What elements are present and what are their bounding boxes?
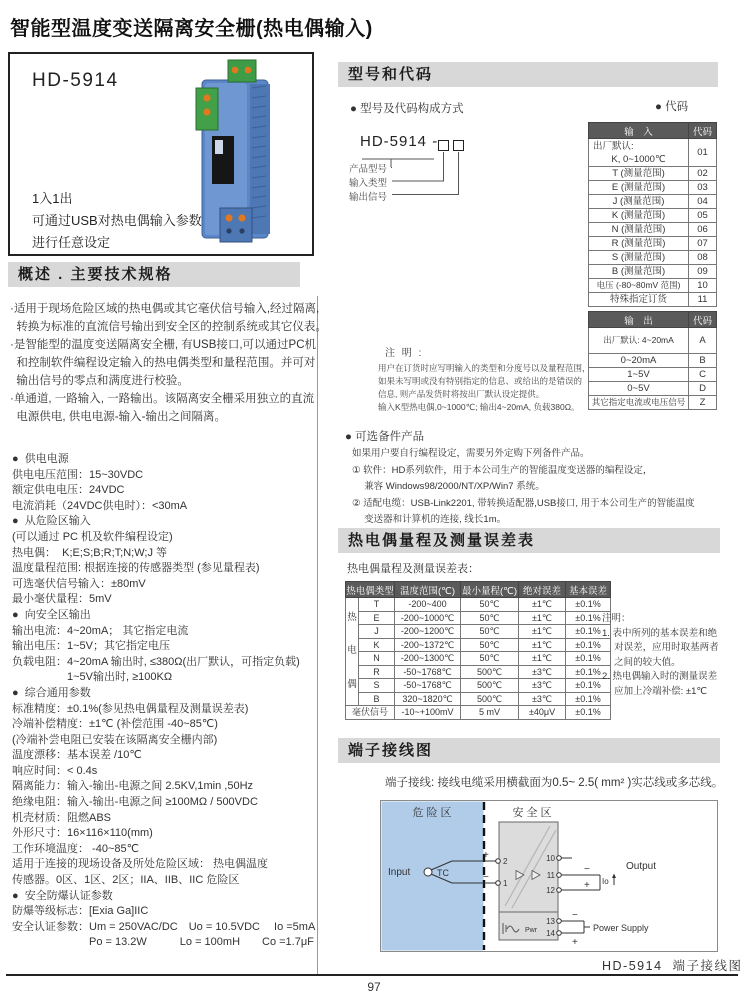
input-code-row [589, 181, 717, 195]
product-model: HD-5914 [32, 70, 119, 91]
spec-line: 供电电压范围：15~30VDC [12, 468, 144, 481]
accessory-line: 变送器和计算机的连接, 线长1m。 [352, 514, 507, 525]
product-box [8, 52, 314, 256]
error-table-row [346, 665, 611, 679]
error-table-cell: ±0.1% [566, 706, 611, 720]
error-table-cell: 500℃ [461, 679, 519, 693]
terminal-11: 11 [546, 871, 555, 880]
error-table-cell: ±3℃ [519, 679, 566, 693]
output-code-row [589, 382, 717, 396]
error-note-line: 1. 表中所列的基本误差和绝 [602, 627, 718, 639]
accessory-line: 如果用户要自行编程设定，需要另外定购下列备件产品。 [352, 448, 590, 459]
error-table-cell: 320~1820℃ [395, 692, 461, 706]
error-note-line: 之间的较大值。 [602, 656, 681, 668]
spec-line: 1~5V输出时, ≥100KΩ [12, 671, 173, 684]
terminal-2: 2 [503, 857, 508, 866]
output-code-code: Z [689, 396, 717, 410]
error-table-cell: 50℃ [461, 638, 519, 652]
input-code-code: 11 [689, 293, 717, 307]
spec-line: 工作环境温度： -40~85℃ [12, 842, 139, 855]
code-label: ● 代码 [655, 101, 689, 113]
error-table-cell: J [359, 625, 395, 639]
input-code-header: 输 入 [589, 123, 689, 139]
power-minus-sign: − [572, 910, 578, 921]
wiring-caption: HD-5914 端子接线图 [602, 959, 743, 973]
output-minus-sign: − [584, 864, 590, 875]
terminal-1: 1 [503, 879, 508, 888]
section-model-code-header: 型号和代码 [338, 62, 718, 87]
error-table-cell: ±0.1% [566, 665, 611, 679]
error-table-cell: 50℃ [461, 598, 519, 612]
error-table-cell: E [359, 611, 395, 625]
input-code-code: 06 [689, 223, 717, 237]
spec-line: 最小毫伏量程：5mV [12, 593, 112, 606]
error-table-cell: ±3℃ [519, 692, 566, 706]
product-photo [172, 58, 304, 250]
output-label: Output [626, 861, 657, 872]
output-code-header: 输 出 [589, 312, 689, 328]
error-table-cell: ±0.1% [566, 638, 611, 652]
input-code-label: B (测量范围) [589, 265, 689, 279]
error-table-row [346, 598, 611, 612]
page-number: 97 [367, 980, 381, 994]
spec-line: 机壳材质：阻燃ABS [12, 811, 112, 824]
input-code-label: N (测量范围) [589, 223, 689, 237]
section-overview-header: 概述 . 主要技术规格 [8, 262, 300, 287]
error-table-cell: ±0.1% [566, 679, 611, 693]
output-code-row [589, 354, 717, 368]
terminal-10: 10 [546, 854, 555, 863]
page-title: 智能型温度变送隔离安全栅(热电偶输入) [10, 18, 373, 40]
output-code-label: 1~5V [589, 368, 689, 382]
overview-line: ·单通道, 一路输入, 一路输出。该隔离安全栅采用独立的直流 [10, 393, 315, 405]
error-table-cell: K [359, 638, 395, 652]
model-diagram-label-input: 输入类型 [349, 178, 388, 189]
order-note-title: 注 明 : [385, 348, 424, 359]
spec-line: 负载电阻：4~20mA 输出时, ≤380Ω(出厂默认，可指定负载) [12, 655, 300, 668]
error-table-cell: T [359, 598, 395, 612]
input-code-row [589, 195, 717, 209]
error-table-cell: ±1℃ [519, 598, 566, 612]
section-error-table-header: 热电偶量程及测量误差表 [338, 528, 720, 553]
error-table-cell: ±0.1% [566, 625, 611, 639]
product-feature: 1入1出 [32, 191, 73, 206]
error-table-cell: ±0.1% [566, 652, 611, 666]
error-table-cell: 5 mV [461, 706, 519, 720]
error-table-header: 温度范围(℃) [395, 582, 461, 598]
spec-line: 可选毫伏信号输入：±80mV [12, 577, 146, 590]
terminal-12: 12 [546, 886, 555, 895]
spec-line: 响应时间：< 0.4s [12, 764, 98, 777]
spec-line: 输出电流：4~20mA； 其它指定电流 [12, 624, 189, 637]
input-code-code: 08 [689, 251, 717, 265]
error-note-line: 2. 热电偶输入时的测量误差 [602, 671, 718, 682]
thermocouple-error-table [345, 581, 611, 720]
thermocouple-group-label: 热 电 偶 [346, 598, 359, 706]
product-feature: 可通过USB对热电偶输入参数 [32, 213, 202, 228]
accessory-line: ① 软件：HD系列软件，用于本公司生产的智能温度变送器的编程设定， [352, 464, 653, 476]
error-table-header: 绝对误差 [519, 582, 566, 598]
input-code-code: 01 [689, 139, 717, 167]
safe-zone-label: 安 全 区 [512, 807, 552, 819]
input-code-header: 代码 [689, 123, 717, 139]
overview-line: 输出信号的零点和满度进行校验。 [10, 375, 189, 387]
output-plus-sign: + [584, 880, 590, 891]
io-label: Io [602, 877, 609, 886]
error-table-cell: -50~1768℃ [395, 679, 461, 693]
spec-line: (冷端补尝电阻已安装在该隔离安全栅内部) [12, 733, 218, 746]
spec-line: 传感器。0区、1区、2区；IIA、IIB、IIC 危险区 [12, 874, 240, 887]
spec-line: 防爆等级标志：[Exia Ga]IIC [12, 905, 149, 918]
error-table-cell: ±0.1% [566, 598, 611, 612]
overview-line: ·是智能型的温度变送隔离安全栅, 有USB接口,可以通过PC机 [10, 339, 317, 351]
output-code-label: 0~20mA [589, 354, 689, 368]
input-code-code: 07 [689, 237, 717, 251]
output-code-label: 出厂默认: 4~20mA [589, 328, 689, 354]
error-table-cell: ±1℃ [519, 611, 566, 625]
overview-line: 转换为标准的直流信号输出到安全区的控制系统或其它仪表。 [10, 321, 327, 333]
spec-line: 输出电压：1~5V；其它指定电压 [12, 640, 170, 653]
error-table-cell: 50℃ [461, 652, 519, 666]
wiring-description: 端子接线: 接线电缆采用横截面为0.5~ 2.5( mm² )实芯线或多芯线。 [385, 777, 724, 789]
order-note-line: 如果未写明或没有特别指定的信息、或给出的是错误的 [378, 376, 583, 386]
error-table-cell: ±1℃ [519, 638, 566, 652]
error-table-cell: N [359, 652, 395, 666]
output-code-code: A [689, 328, 717, 354]
error-table-cell: 50℃ [461, 625, 519, 639]
error-table-header: 基本误差 [566, 582, 611, 598]
input-code-label: E (测量范围) [589, 181, 689, 195]
input-code-code: 04 [689, 195, 717, 209]
input-code-label: K (测量范围) [589, 209, 689, 223]
power-plus-sign: + [572, 937, 578, 948]
input-code-row [589, 167, 717, 181]
error-table-cell: -200~1372℃ [395, 638, 461, 652]
product-feature: 进行任意设定 [32, 235, 111, 250]
order-note-line: 输入K型热电偶,0~1000℃; 输出4~20mA, 负载380Ω。 [378, 402, 580, 412]
wiring-diagram [380, 800, 718, 952]
input-plus-sign: + [483, 850, 489, 861]
error-table-cell: 500℃ [461, 692, 519, 706]
error-table-cell: ±0.1% [566, 611, 611, 625]
spec-line: 温度漂移：基本误差 /10℃ [12, 749, 142, 762]
error-table-cell: -10~+100mV [395, 706, 461, 720]
spec-line: ● 安全防爆认证参数 [12, 889, 113, 902]
error-table-cell: -200~400 [395, 598, 461, 612]
spec-line: ● 向安全区输出 [12, 608, 91, 621]
output-code-code: C [689, 368, 717, 382]
error-note-line: 注明： [602, 613, 631, 624]
output-code-table [588, 311, 717, 410]
input-code-label: 出厂默认: K, 0~1000℃ [589, 139, 689, 167]
accessories-list [352, 446, 695, 529]
model-diagram-label-output: 输出信号 [349, 192, 388, 203]
input-code-label: T (测量范围) [589, 167, 689, 181]
tc-label: TC [437, 868, 449, 878]
spec-line: ● 从危险区输入 [12, 515, 91, 528]
order-note-line: 用户在订货时应写明输入的类型和分度号以及量程范围， [378, 363, 591, 373]
din-module [196, 60, 270, 242]
input-code-code: 03 [689, 181, 717, 195]
input-label: Input [388, 867, 411, 878]
error-table-row [346, 611, 611, 625]
spec-line: 隔离能力：输入-输出-电源之间 2.5KV,1min ,50Hz [12, 780, 254, 793]
input-code-code: 05 [689, 209, 717, 223]
terminal-13: 13 [546, 917, 555, 926]
output-code-row [589, 368, 717, 382]
spec-line: ● 供电电源 [12, 453, 69, 465]
input-code-row [589, 265, 717, 279]
order-note-line: 信息, 则产品发货时将按出厂默认设定提供。 [378, 389, 545, 399]
spec-line: 额定供电电压：24VDC [12, 484, 125, 497]
input-code-label: 特殊指定订货 [589, 293, 689, 307]
overview-intro [10, 300, 327, 426]
bottom-rule [6, 974, 738, 976]
error-table-row [346, 638, 611, 652]
input-code-table [588, 122, 717, 307]
input-minus-sign: − [483, 872, 489, 883]
input-code-row [589, 293, 717, 307]
spec-line: 标准精度：±0.1%(参见热电偶量程及测量误差表) [12, 702, 249, 715]
error-table-row [346, 652, 611, 666]
spec-line: 冷端补偿精度：±1℃ (补偿范围 -40~85℃) [12, 718, 218, 731]
input-code-row [589, 237, 717, 251]
error-table-row [346, 625, 611, 639]
error-table-cell: -200~1000℃ [395, 611, 461, 625]
error-table-row [346, 679, 611, 693]
spec-line: 绝缘电阻：输入-输出-电源之间 ≥100MΩ / 500VDC [12, 796, 258, 809]
input-code-row [589, 251, 717, 265]
overview-line: ·适用于现场危险区域的热电偶或其它毫伏信号输入,经过隔离, [10, 303, 320, 315]
error-table-cell: ±1℃ [519, 652, 566, 666]
output-code-code: D [689, 382, 717, 396]
spec-line: (可以通过 PC 机及软件编程设定) [12, 530, 173, 543]
section-wiring-header: 端子接线图 [338, 738, 720, 763]
input-code-row [589, 209, 717, 223]
spec-line: Po = 13.2W Lo = 100mH Co =1.7μF [12, 936, 314, 949]
output-code-label: 其它指定电流或电压信号 [589, 396, 689, 410]
error-table-notes [602, 612, 719, 699]
output-code-row [589, 328, 717, 354]
spec-line: 适用于连接的现场设备及所处危险区域： 热电偶温度 [12, 858, 269, 871]
input-code-label: 电压 (-80~80mV 范围) [589, 279, 689, 293]
accessory-line: 兼容 Windows98/2000/NT/XP/Win7 系统。 [352, 481, 545, 492]
error-table-cell: -200~1200℃ [395, 625, 461, 639]
power-supply-label: Power Supply [593, 923, 649, 933]
model-prefix: HD-5914 - [360, 133, 439, 150]
input-code-code: 10 [689, 279, 717, 293]
danger-zone-label: 危 险 区 [412, 807, 452, 819]
overview-line: 和控制软件编程设定输入的热电偶类型和量程范围。并可对 [10, 357, 316, 369]
spec-line: ● 综合通用参数 [12, 686, 91, 699]
output-code-label: 0~5V [589, 382, 689, 396]
spec-line: 热电偶： K;E;S;B;R;T;N;W;J 等 [12, 546, 168, 559]
spec-line: 安全认证参数：Um = 250VAC/DC Uo = 10.5VDC Io =5mA [12, 920, 316, 933]
error-table-cell: -50~1768℃ [395, 665, 461, 679]
output-code-code: B [689, 354, 717, 368]
input-code-row [589, 139, 717, 167]
input-code-row [589, 223, 717, 237]
error-table-cell: 毫伏信号 [346, 706, 395, 720]
terminal-14: 14 [546, 929, 555, 938]
error-note-line: 对误差，应用时取基两者 [602, 642, 719, 653]
input-code-label: R (测量范围) [589, 237, 689, 251]
error-table-cell: S [359, 679, 395, 693]
overview-specs [12, 452, 315, 951]
input-code-label: S (测量范围) [589, 251, 689, 265]
error-table-cell: ±40μV [519, 706, 566, 720]
input-code-label: J (测量范围) [589, 195, 689, 209]
accessories-title: ● 可选备件产品 [345, 431, 425, 443]
input-code-code: 02 [689, 167, 717, 181]
error-table-header: 最小量程(℃) [461, 582, 519, 598]
error-table-header: 热电偶类型 [346, 582, 395, 598]
pwr-label: Pwr [525, 927, 538, 934]
accessory-line: ② 适配电缆：USB-Link2201, 带转换适配器,USB接口, 用于本公司生产的智能温度 [352, 497, 695, 509]
error-table-cell: ±1℃ [519, 625, 566, 639]
error-table-intro: 热电偶量程及测量误差表： [347, 563, 479, 575]
error-note-line: 应加上冷端补偿: ±1℃ [602, 685, 708, 697]
error-table-cell: -200~1300℃ [395, 652, 461, 666]
error-table-cell: R [359, 665, 395, 679]
output-code-row [589, 396, 717, 410]
output-code-header: 代码 [689, 312, 717, 328]
order-note [378, 362, 591, 414]
error-table-row [346, 706, 611, 720]
model-diagram-label-product: 产品型号 [349, 164, 388, 175]
input-code-code: 09 [689, 265, 717, 279]
overview-line: 电源供电, 供电电源-输入-输出之间隔离。 [10, 411, 226, 423]
error-table-cell: ±3℃ [519, 665, 566, 679]
spec-line: 电流消耗（24VDC供电时）：<30mA [12, 499, 188, 512]
error-table-cell: ±0.1% [566, 692, 611, 706]
construction-label: ● 型号及代码构成方式 [350, 103, 464, 115]
error-table-cell: 50℃ [461, 611, 519, 625]
error-table-cell: 500℃ [461, 665, 519, 679]
input-code-row [589, 279, 717, 293]
spec-line: 温度量程范围: 根据连接的传感器类型 (参见量程表) [12, 562, 260, 575]
spec-line: 外形尺寸：16×116×110(mm) [12, 827, 153, 840]
error-table-cell: B [359, 692, 395, 706]
error-table-row [346, 692, 611, 706]
